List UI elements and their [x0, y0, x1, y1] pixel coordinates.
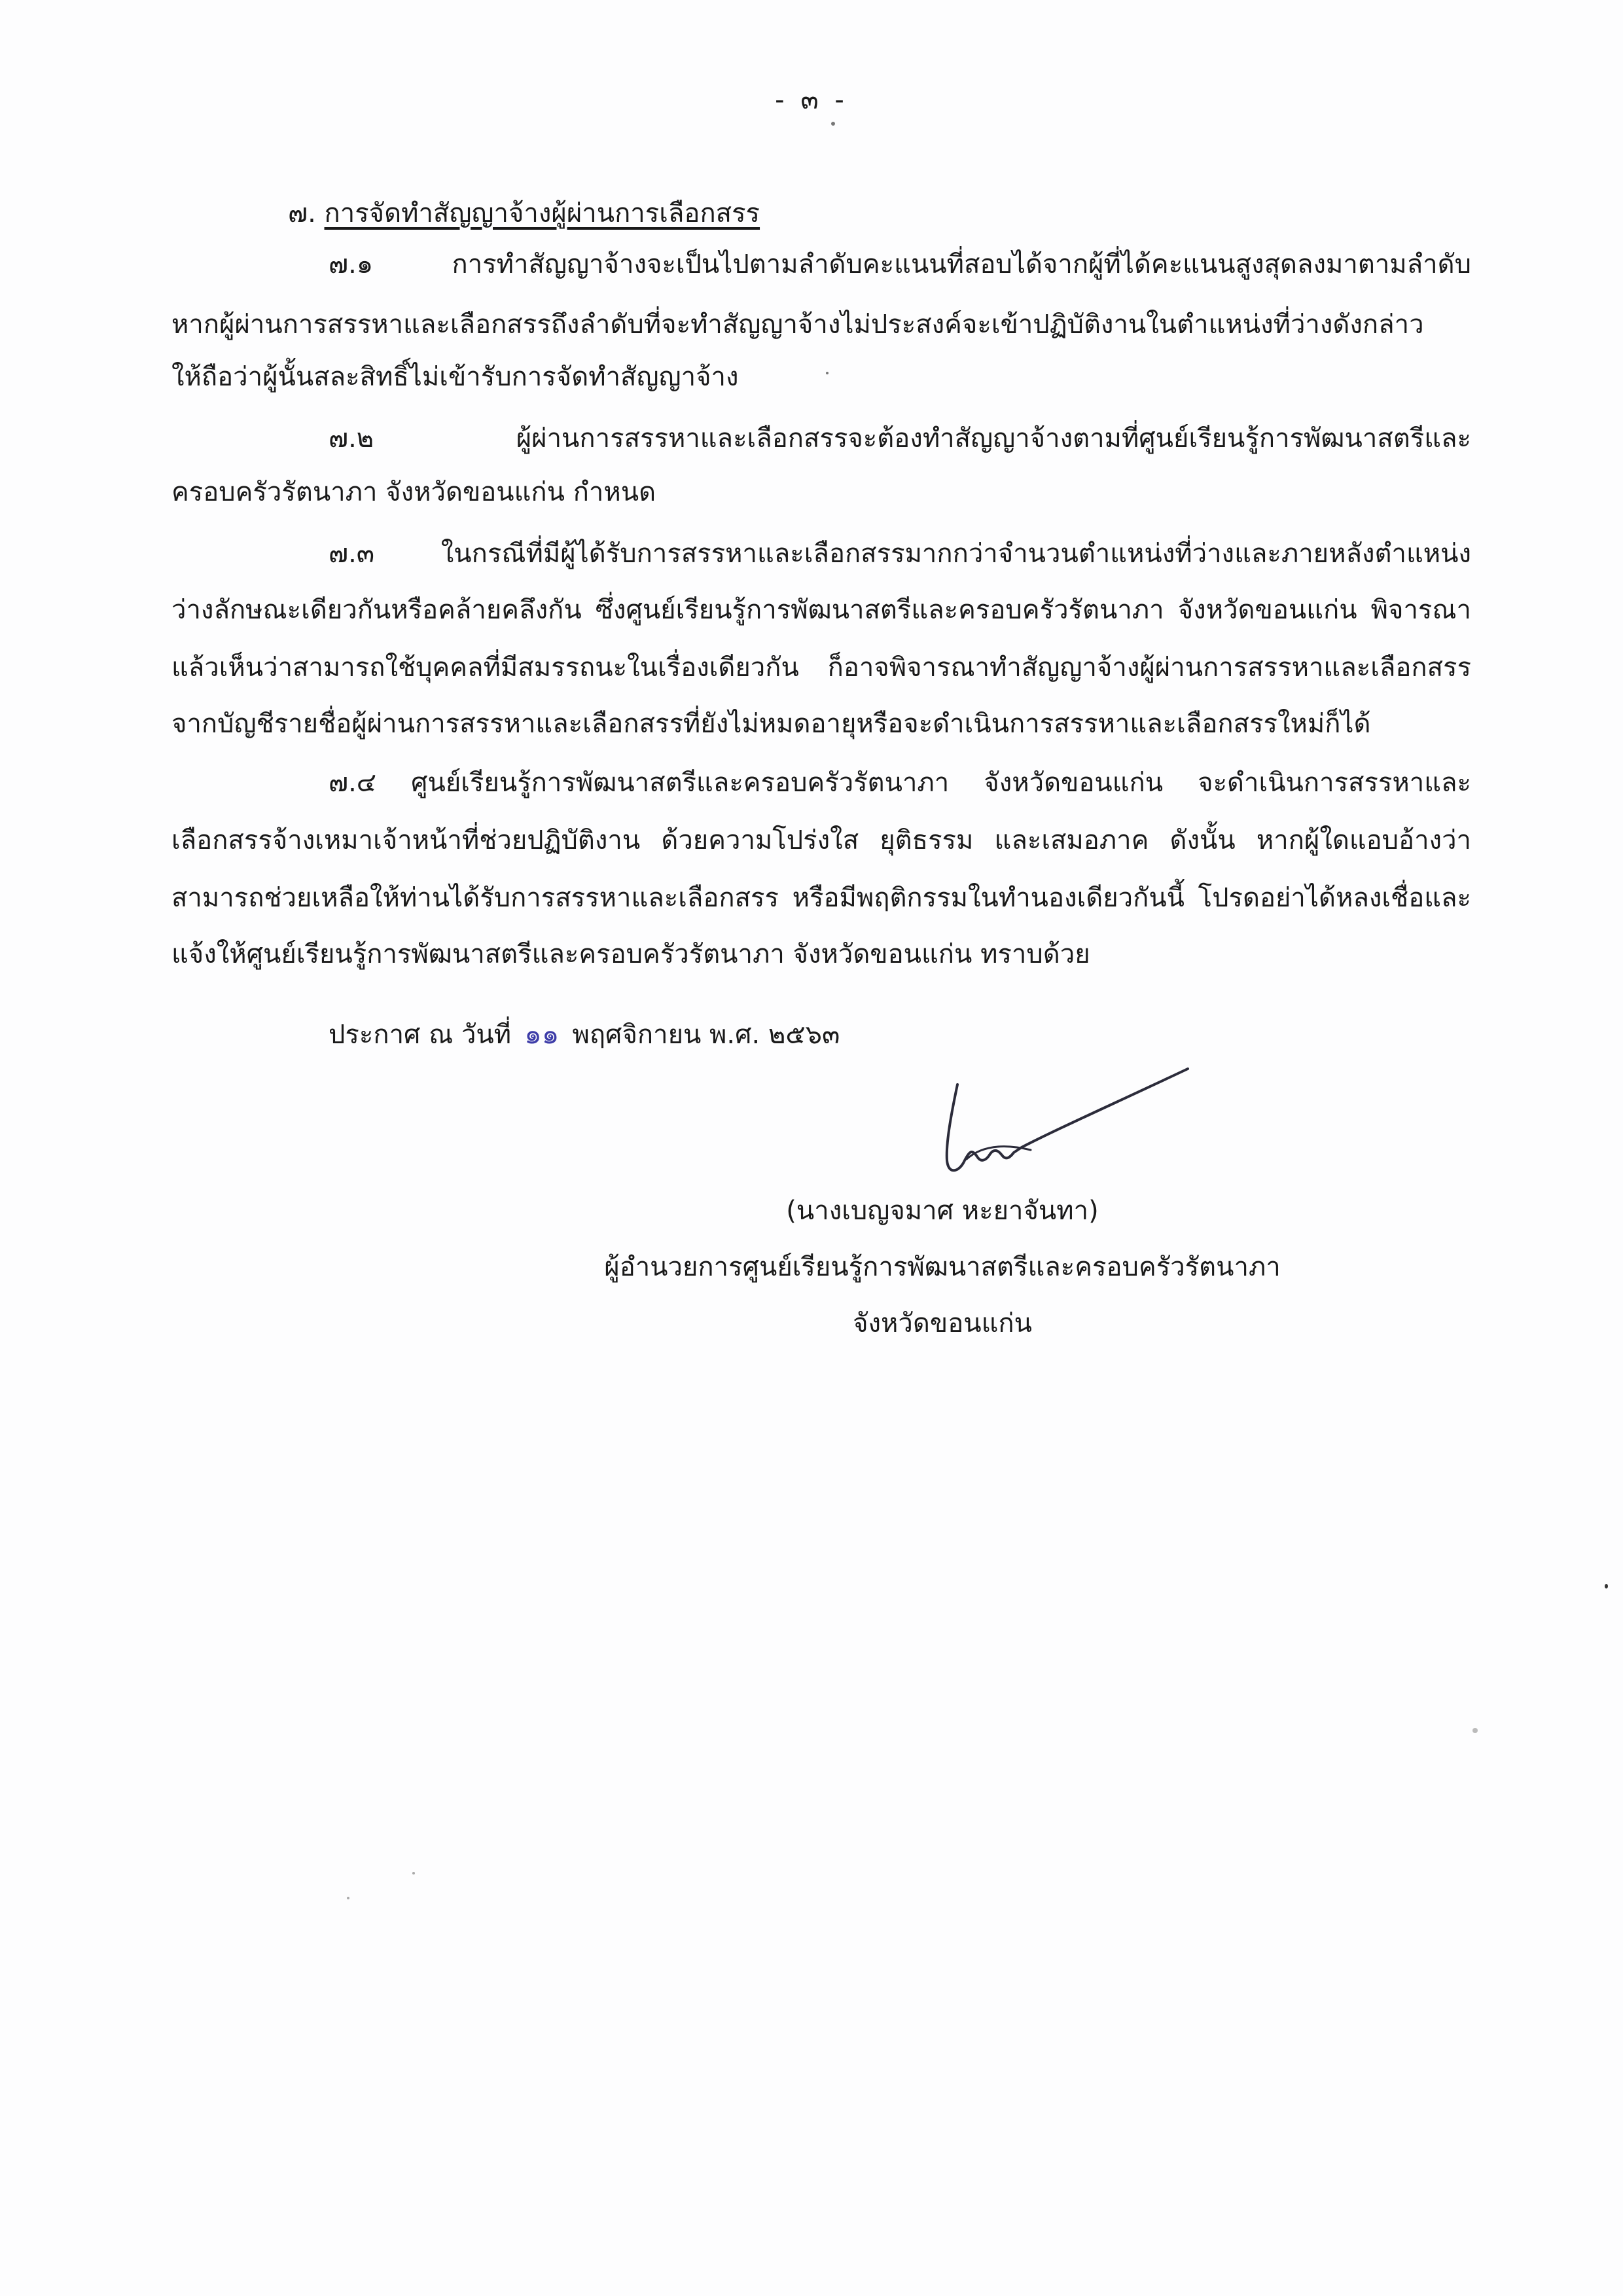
paragraph-7-4-line-4: แจ้งให้ศูนย์เรียนรู้การพัฒนาสตรีและครอบครัวรัตนาภา จังหวัดขอนแก่น ทราบด้วย [171, 939, 1090, 969]
section-title: การจัดทำสัญญาจ้างผู้ผ่านการเลือกสรร [324, 198, 760, 228]
paragraph-7-3-line-2: ว่างลักษณะเดียวกันหรือคล้ายคลึงกัน ซึ่งศูนย์เรียนรู้การพัฒนาสตรีและครอบครัวรัตนาภา จังหวัดขอนแก่น พิจารณา [171, 595, 1471, 625]
scan-speck [1605, 1584, 1608, 1588]
scan-speck [347, 1897, 349, 1899]
section-number: ๗. [288, 198, 316, 228]
paragraph-7-4-line-1: ๗.๔ ศูนย์เรียนรู้การพัฒนาสตรีและครอบครัวรัตนาภา จังหวัดขอนแก่น จะดำเนินการสรรหาและ [329, 768, 1471, 798]
signatory-province: จังหวัดขอนแก่น [853, 1308, 1032, 1338]
paragraph-7-2-line-2: ครอบครัวรัตนาภา จังหวัดขอนแก่น กำหนด [171, 477, 656, 507]
announcement-prefix: ประกาศ ณ วันที่ [329, 1020, 512, 1050]
announcement-month-year: พฤศจิกายน พ.ศ. ๒๕๖๓ [572, 1020, 840, 1050]
paragraph-7-3-line-3: แล้วเห็นว่าสามารถใช้บุคคลที่มีสมรรถนะในเรื่องเดียวกัน ก็อาจพิจารณาทำสัญญาจ้างผู้ผ่านการสรรหาและเลือกสรร [171, 653, 1471, 683]
paragraph-7-1-line-2: หากผู้ผ่านการสรรหาและเลือกสรรถึงลำดับที่จะทำสัญญาจ้างไม่ประสงค์จะเข้าปฏิบัติงานในตำแหน่งที่ว่างดังกล่าว [171, 310, 1424, 340]
announcement-date [329, 1014, 840, 1054]
paragraph-7-2-line-1: ๗.๒ ผู้ผ่านการสรรหาและเลือกสรรจะต้องทำสัญญาจ้างตามที่ศูนย์เรียนรู้การพัฒนาสตรีและ [329, 423, 1471, 454]
handwritten-signature [906, 1050, 1201, 1201]
scan-speck [412, 1872, 415, 1874]
announcement-day: ๑๑ [524, 1018, 560, 1050]
scan-speck [1472, 1728, 1478, 1733]
scan-speck [826, 372, 829, 374]
paragraph-7-1-line-3: ให้ถือว่าผู้นั้นสละสิทธิ์ไม่เข้ารับการจัดทำสัญญาจ้าง [171, 362, 739, 392]
section-heading [288, 194, 760, 233]
paragraph-7-4-line-2: เลือกสรรจ้างเหมาเจ้าหน้าที่ช่วยปฏิบัติงาน ด้วยความโปร่งใส ยุติธรรม และเสมอภาค ดังนั้น หากผู้ใดแอบอ้างว่า [171, 825, 1471, 855]
signatory-position: ผู้อำนวยการศูนย์เรียนรู้การพัฒนาสตรีและครอบครัวรัตนาภา [604, 1252, 1281, 1282]
paragraph-7-4-line-3: สามารถช่วยเหลือให้ท่านได้รับการสรรหาและเลือกสรร หรือมีพฤติกรรมในทำนองเดียวกันนี้ โปรดอย่าได้หลงเชื่อและ [171, 883, 1471, 913]
paragraph-7-3-line-4: จากบัญชีรายชื่อผู้ผ่านการสรรหาและเลือกสรรที่ยังไม่หมดอายุหรือจะดำเนินการสรรหาและเลือกสรรใหม่ก็ได้ [171, 709, 1371, 739]
paragraph-7-3-line-1: ๗.๓ ในกรณีที่มีผู้ได้รับการสรรหาและเลือกสรรมากกว่าจำนวนตำแหน่งที่ว่างและภายหลังตำแหน่ง [329, 539, 1471, 569]
paragraph-7-1-line-1: ๗.๑ การทำสัญญาจ้างจะเป็นไปตามลำดับคะแนนที่สอบได้จากผู้ที่ได้คะแนนสูงสุดลงมาตามลำดับ [329, 249, 1471, 279]
scan-speck [831, 122, 835, 126]
signatory-name: (นางเบญจมาศ หะยาจันทา) [786, 1196, 1099, 1226]
page-number: - ๓ - [775, 85, 848, 115]
